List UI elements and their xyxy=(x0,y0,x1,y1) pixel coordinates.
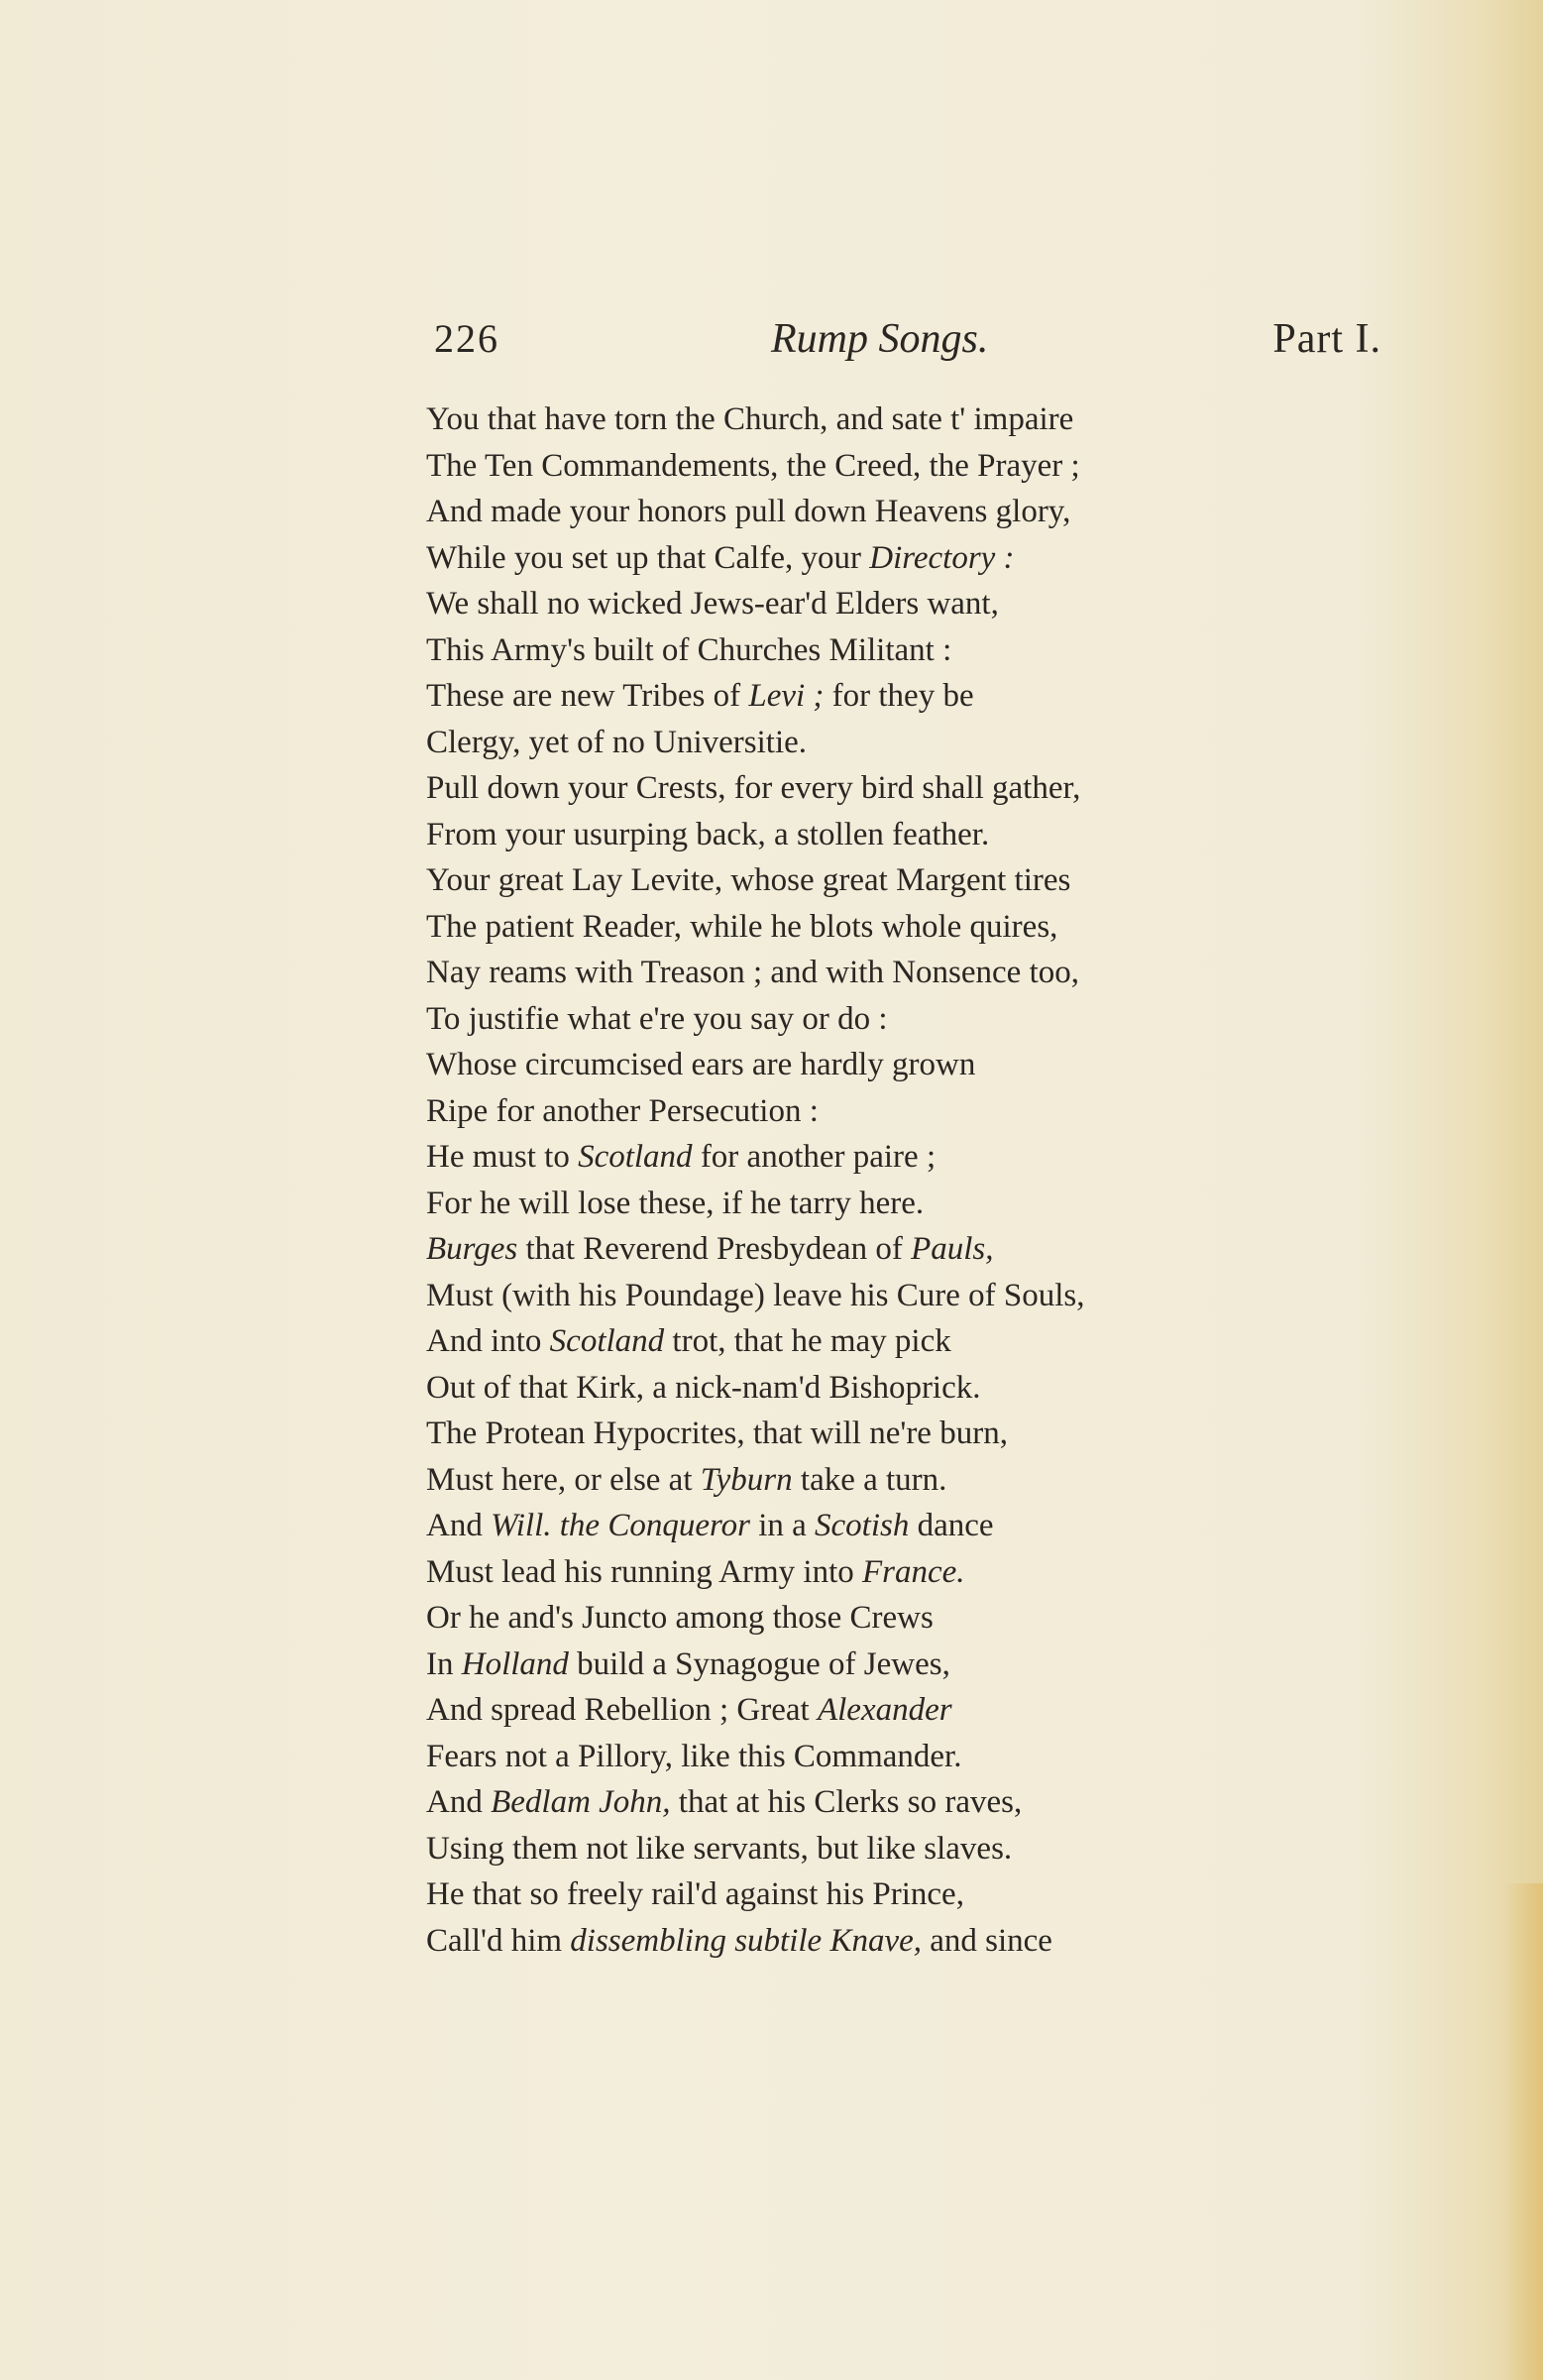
poem-line xyxy=(426,1687,1378,1734)
poem-line xyxy=(426,1457,1378,1504)
line-text: These are new Tribes of xyxy=(426,678,749,714)
italic-text: dissembling subtile Knave, xyxy=(570,1922,922,1959)
line-text: dance xyxy=(909,1508,994,1543)
line-text: Whose circumcised ears are hardly grown xyxy=(426,1047,976,1082)
italic-text: Bedlam John, xyxy=(491,1784,671,1820)
line-text: Must lead his running Army into xyxy=(426,1553,862,1590)
line-text: While you set up that Calfe, your xyxy=(426,539,870,576)
line-text: Nay reams with Treason ; and with Nonsence too, xyxy=(426,955,1079,990)
italic-text: Levi ; xyxy=(748,678,825,714)
line-text: build a Synagogue of Jewes, xyxy=(568,1645,950,1682)
line-text: Pull down your Crests, for every bird shall gather, xyxy=(426,770,1081,806)
italic-text: Scotland xyxy=(549,1323,665,1359)
italic-text: Directory : xyxy=(869,539,1015,576)
line-text: The Protean Hypocrites, that will ne're burn, xyxy=(426,1416,1008,1451)
poem-line xyxy=(426,535,1378,582)
poem-line xyxy=(426,1503,1378,1549)
line-text: Clergy, yet of no Universitie. xyxy=(426,724,808,760)
line-text: Or he and's Juncto among those Crews xyxy=(426,1600,934,1636)
line-text: Must (with his Poundage) leave his Cure of Souls, xyxy=(426,1277,1085,1313)
poem-line xyxy=(426,1134,1378,1181)
line-text: This Army's built of Churches Militant : xyxy=(426,631,952,668)
line-text: trot, that he may pick xyxy=(664,1323,951,1359)
line-text: and since xyxy=(922,1922,1052,1959)
poem-line xyxy=(426,581,1378,627)
line-text: You that have torn the Church, and sate t' impaire xyxy=(426,401,1074,437)
poem-line xyxy=(426,1226,1378,1273)
italic-text: Will. the Conqueror xyxy=(491,1508,750,1543)
poem-line xyxy=(426,1549,1378,1596)
line-text: Out of that Kirk, a nick-nam'd Bishoprick. xyxy=(426,1369,981,1406)
italic-text: Burges xyxy=(426,1231,518,1267)
line-text: Fears not a Pillory, like this Commander. xyxy=(426,1738,962,1774)
poem-line xyxy=(426,1088,1378,1135)
poem-line xyxy=(426,1826,1378,1872)
poem-line xyxy=(426,673,1378,720)
poem-line xyxy=(426,1918,1378,1965)
poem-line xyxy=(426,489,1378,535)
line-text: The Ten Commandements, the Creed, the Prayer ; xyxy=(426,447,1080,484)
line-text: in a xyxy=(749,1508,816,1543)
line-text: And into xyxy=(426,1323,550,1359)
poem-line xyxy=(426,627,1378,674)
italic-text: Alexander xyxy=(817,1692,952,1728)
poem-line xyxy=(426,1642,1378,1688)
italic-text: Scotish xyxy=(815,1508,910,1543)
poem-line xyxy=(426,1318,1378,1365)
poem-line xyxy=(426,904,1378,951)
running-title: Rump Songs. xyxy=(771,316,989,362)
line-text: From your usurping back, a stollen feather. xyxy=(426,816,990,852)
poem-line xyxy=(426,443,1378,490)
poem-line xyxy=(426,996,1378,1043)
poem-line xyxy=(426,812,1378,858)
part-label: Part I. xyxy=(1272,316,1381,362)
line-text: Ripe for another Persecution : xyxy=(426,1092,819,1129)
line-text: for another paire ; xyxy=(692,1139,937,1175)
italic-text: Pauls, xyxy=(911,1231,994,1267)
running-header xyxy=(434,315,1381,375)
poem-line xyxy=(426,1365,1378,1412)
poem-line xyxy=(426,1273,1378,1319)
line-text: for they be xyxy=(824,678,974,714)
poem-line xyxy=(426,857,1378,904)
line-text: For he will lose these, if he tarry here. xyxy=(426,1185,925,1221)
line-text: The patient Reader, while he blots whole quires, xyxy=(426,908,1058,945)
line-text: To justifie what e're you say or do : xyxy=(426,1000,888,1037)
line-text: He that so freely rail'd against his Prince, xyxy=(426,1876,964,1912)
poem-line xyxy=(426,950,1378,996)
line-text: And spread Rebellion ; Great xyxy=(426,1692,818,1728)
poem-text xyxy=(426,397,1378,1964)
page-number: 226 xyxy=(434,316,499,361)
line-text: And made your honors pull down Heavens glory, xyxy=(426,494,1071,529)
line-text: And xyxy=(426,1784,492,1820)
line-text: that Reverend Presbydean of xyxy=(517,1231,912,1267)
poem-line xyxy=(426,1595,1378,1642)
poem-line xyxy=(426,1181,1378,1227)
poem-line xyxy=(426,1734,1378,1780)
poem-line xyxy=(426,1042,1378,1088)
line-text: Call'd him xyxy=(426,1922,571,1959)
line-text: And xyxy=(426,1508,492,1543)
italic-text: France. xyxy=(862,1553,965,1590)
italic-text: Scotland xyxy=(578,1139,693,1175)
line-text: that at his Clerks so raves, xyxy=(670,1784,1023,1820)
poem-line xyxy=(426,397,1378,443)
poem-line xyxy=(426,1779,1378,1826)
line-text: Using them not like servants, but like slaves. xyxy=(426,1830,1013,1867)
line-text: We shall no wicked Jews-ear'd Elders want, xyxy=(426,586,999,622)
poem-line xyxy=(426,720,1378,766)
poem-line xyxy=(426,1411,1378,1457)
line-text: take a turn. xyxy=(792,1461,947,1498)
poem-line xyxy=(426,1871,1378,1918)
page-edge-shading xyxy=(1503,1883,1543,2380)
line-text: In xyxy=(426,1645,462,1682)
line-text: Your great Lay Levite, whose great Margent tires xyxy=(426,862,1071,898)
poem-line xyxy=(426,765,1378,812)
italic-text: Tyburn xyxy=(700,1461,793,1498)
line-text: Must here, or else at xyxy=(426,1461,701,1498)
italic-text: Holland xyxy=(461,1645,569,1682)
line-text: He must to xyxy=(426,1139,579,1175)
